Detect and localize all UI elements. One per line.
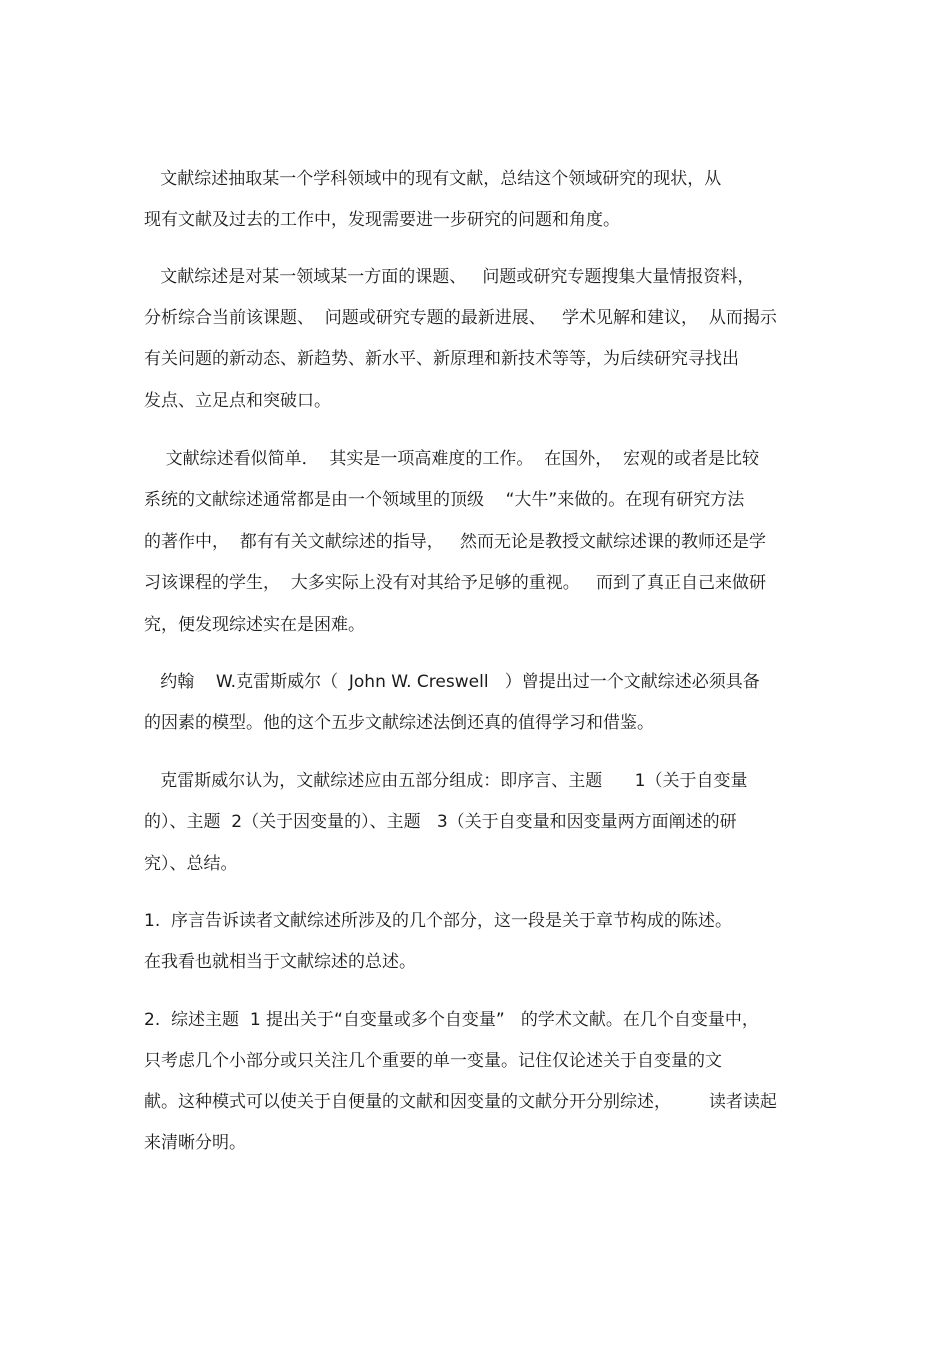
text-line: 究）、总结。	[144, 854, 238, 874]
text-line: 约翰 W.克雷斯威尔（ John W. Creswell ）曾提出过一个文献综述必须具备	[144, 672, 760, 692]
text-line: 文献综述抽取某一个学科领域中的现有文献，总结这个领域研究的现状，从	[144, 169, 722, 189]
list-item-line: 在我看也就相当于文献综述的总述。	[144, 952, 416, 972]
text-line: 现有文献及过去的工作中，发现需要进一步研究的问题和角度。	[144, 210, 620, 230]
text-line: 的因素的模型。他的这个五步文献综述法倒还真的值得学习和借鉴。	[144, 713, 654, 733]
list-item-line: 来清晰分明。	[144, 1133, 246, 1153]
text-line: 分析综合当前该课题、 问题或研究专题的最新进展、 学术见解和建议， 从而揭示	[144, 308, 777, 328]
list-item-line: 1. 序言告诉读者文献综述所涉及的几个部分，这一段是关于章节构成的陈述。	[144, 911, 733, 931]
text-line: 习该课程的学生， 大多实际上没有对其给予足够的重视。 而到了真正自己来做研	[144, 573, 767, 593]
text-line: 有关问题的新动态、新趋势、新水平、新原理和新技术等等，为后续研究寻找出	[144, 349, 739, 369]
list-item-line: 献。这种模式可以使关于自便量的文献和因变量的文献分开分别综述， 读者读起	[144, 1092, 777, 1112]
text-line: 系统的文献综述通常都是由一个领域里的顶级 “大牛”来做的。在现有研究方法	[144, 490, 745, 510]
text-line: 发点、立足点和突破口。	[144, 391, 331, 411]
list-item-line: 只考虑几个小部分或只关注几个重要的单一变量。记住仅论述关于自变量的文	[144, 1051, 722, 1071]
text-line: 克雷斯威尔认为，文献综述应由五部分组成：即序言、主题 1（关于自变量	[144, 771, 748, 791]
text-line: 的）、主题 2（关于因变量的）、主题 3（关于自变量和因变量两方面阐述的研	[144, 812, 737, 832]
list-item-line: 2. 综述主题 1 提出关于“自变量或多个自变量” 的学术文献。在几个自变量中，	[144, 1010, 759, 1030]
text-line: 文献综述看似简单． 其实是一项高难度的工作。 在国外， 宏观的或者是比较	[144, 449, 760, 469]
text-line: 究，便发现综述实在是困难。	[144, 615, 365, 635]
text-line: 文献综述是对某一领域某一方面的课题、 问题或研究专题搜集大量情报资料，	[144, 267, 755, 287]
text-line: 的著作中， 都有有关文献综述的指导， 然而无论是教授文献综述课的教师还是学	[144, 532, 767, 552]
